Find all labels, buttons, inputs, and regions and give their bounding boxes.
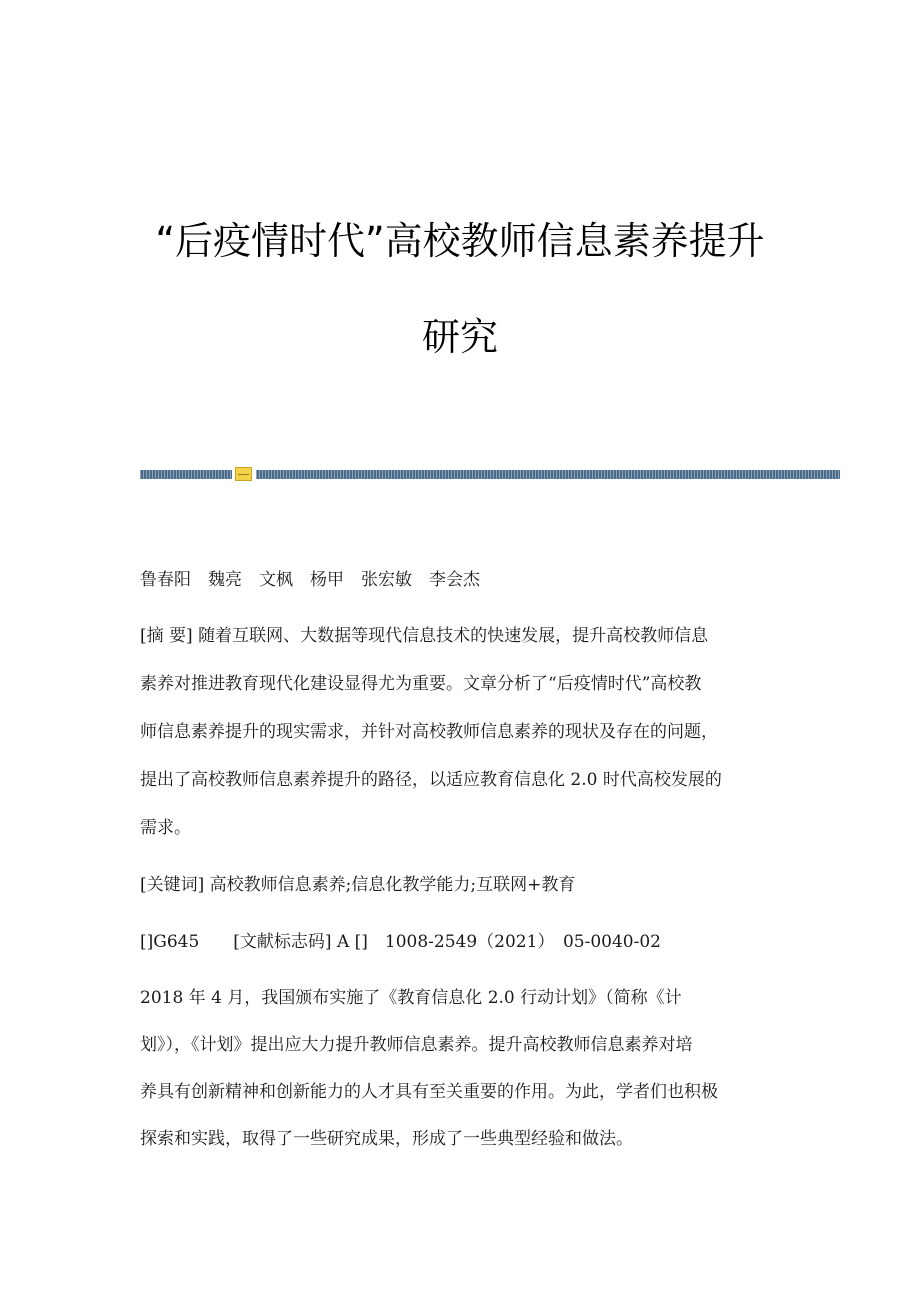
abstract-line: 师信息素养提升的现实需求，并针对高校教师信息素养的现状及存在的问题， xyxy=(140,722,718,742)
abstract-line: 需求。 xyxy=(140,818,191,838)
keywords: [关键词] 高校教师信息素养;信息化教学能力;互联网+教育 xyxy=(140,875,576,895)
abstract-line: [摘 要] 随着互联网、大数据等现代信息技术的快速发展，提升高校教师信息 xyxy=(140,626,709,646)
body-paragraph-line: 养具有创新精神和创新能力的人才具有至关重要的作用。为此，学者们也积极 xyxy=(140,1082,718,1102)
body-paragraph-line: 2018 年 4 月，我国颁布实施了《教育信息化 2.0 行动计划》（简称《计 xyxy=(140,988,682,1008)
document-title-line-1: “后疫情时代”高校教师信息素养提升 xyxy=(155,219,765,263)
author-list: 鲁春阳 魏亮 文枫 杨甲 张宏敏 李会杰 xyxy=(140,570,480,590)
divider-left xyxy=(140,470,232,479)
body-paragraph-line: 划》），《计划》提出应大力提升教师信息素养。提升高校教师信息素养对培 xyxy=(140,1035,693,1055)
abstract-line: 提出了高校教师信息素养提升的路径，以适应教育信息化 2.0 时代高校发展的 xyxy=(140,770,722,790)
abstract-line: 素养对推进教育现代化建设显得尤为重要。文章分析了“后疫情时代”高校教 xyxy=(140,674,702,694)
document-title-line-2: 研究 xyxy=(421,315,498,359)
envelope-icon xyxy=(235,467,252,481)
divider-right xyxy=(256,470,840,479)
body-paragraph-line: 探索和实践，取得了一些研究成果，形成了一些典型经验和做法。 xyxy=(140,1129,633,1149)
classification-info: []G645 [文献标志码] A [] 1008-2549（2021） 05-0040-02 xyxy=(140,932,661,952)
